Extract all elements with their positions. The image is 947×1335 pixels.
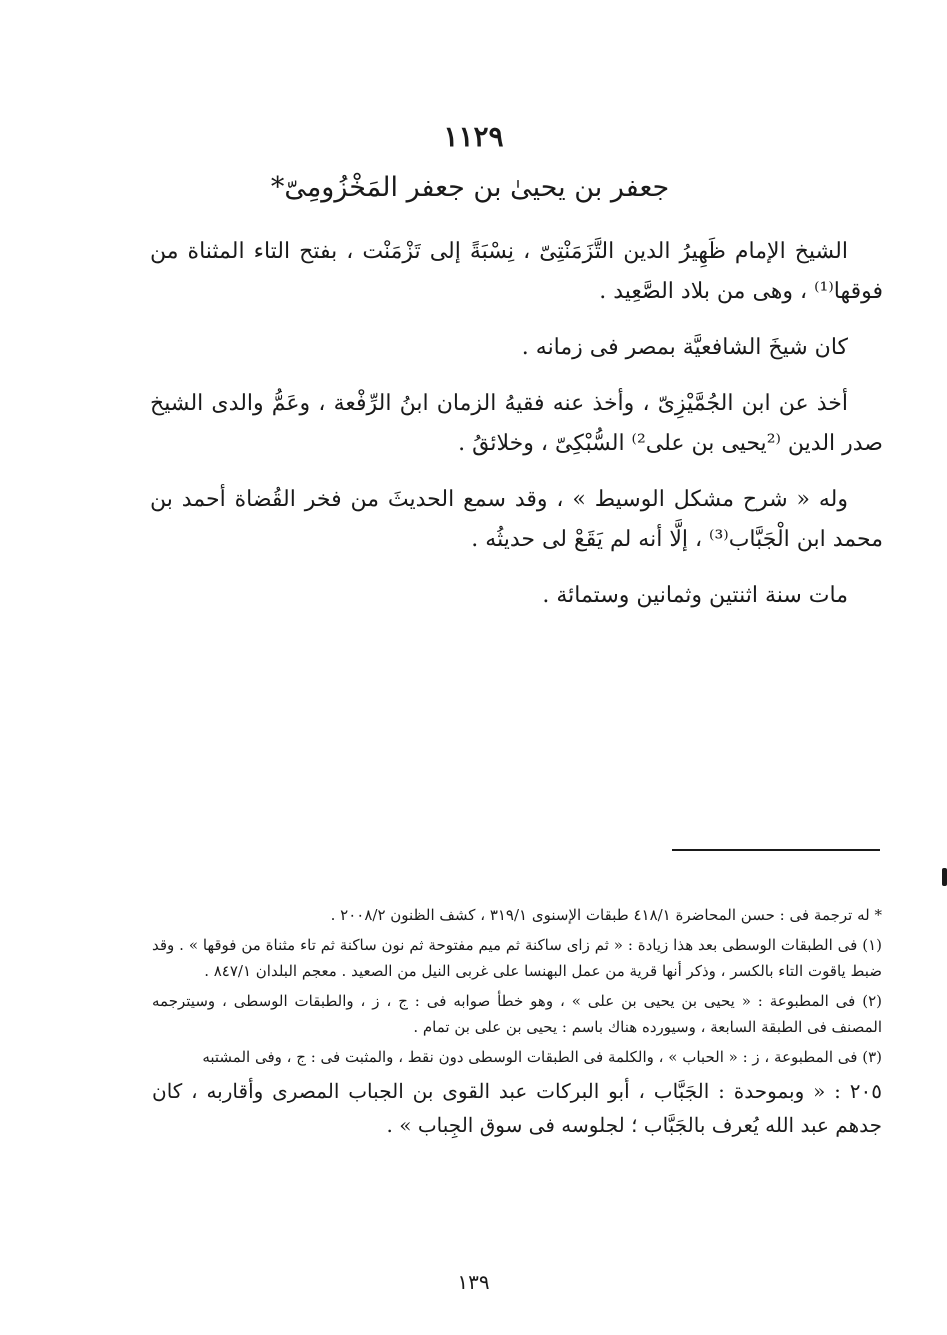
footnote-separator	[672, 849, 880, 851]
paragraph-death: مات سنة اثنتين وثمانين وستمائة .	[542, 583, 848, 608]
entry-title: جعفر بن يحيىٰ بن جعفر المَخْزُومِىّ*	[270, 172, 670, 203]
footnote-1: (١) فى الطبقات الوسطى بعد هذا زيادة : « ثم زاى ساكنة ثم ميم مفتوحة ثم نون ساكنة ثم تاء مثناة من فوقها » . وقد ضبط ياقوت التاء بالكسر ، وذكر أنها قرية من عمل البهنسا على غربى النيل من الصعيد . معجم البلدان ٨٤٧/١ .	[152, 936, 882, 980]
footnotes	[152, 902, 882, 1146]
footnote-3-quote: ٢٠٥ : « وبموحدة : الجَبَّاب ، أبو البركات عبد القوى بن الجباب المصرى وأقاربه ، كان جدهم عبد الله يُعرف بالجَبَّاب ؛ لجلوسه فى سوق الجِباب » .	[152, 1079, 882, 1137]
footnote-2: (٢) فى المطبوعة : « يحيى بن يحيى بن على » ، وهو خطأ صوابه فى : ج ، ز ، والطبقات الوسطى ، وسيترجمه المصنف فى الطبقة السابعة ، وسيورده هناك باسم : يحيى بن على بن تمام .	[152, 992, 882, 1036]
paragraph-works: وله « شرح مشكل الوسيط » ، وقد سمع الحديثَ من فخر القُضاة أحمد بن محمد ابن الْجَبَّاب⁽³⁾ ، إلَّا أنه لم يَقَعْ لى حديثُه .	[150, 487, 883, 552]
scan-edge-mark	[942, 868, 947, 886]
paragraph-teachers: أخذ عن ابن الجُمَّيْزِىّ ، وأخذ عنه فقيهُ الزمان ابنُ الرِّفْعة ، وعَمُّ والدى الشيخ صدر الدين ⁽²يحيى بن على²⁾ السُّبْكِىّ ، وخلائقُ .	[150, 391, 883, 456]
body-text	[150, 232, 883, 632]
paragraph-lineage: الشيخ الإمام ظَهِيرُ الدين التَّزَمَنْتِىّ ، نِسْبَةً إلى تَزْمَنْت ، بفتح التاء المثناة من فوقها⁽¹⁾ ، وهى من بلاد الصَّعِيد .	[150, 239, 883, 304]
footnote-3-start: (٣) فى المطبوعة ، ز : « الحباب » ، والكلمة فى الطبقات الوسطى دون نقط ، والمثبت فى : ج ، وفى المشتبه	[202, 1048, 882, 1066]
paragraph-shafii: كان شيخَ الشافعيَّة بمصر فى زمانه .	[521, 335, 848, 360]
page-number: ١٣٩	[457, 1270, 490, 1294]
footnote-star: * له ترجمة فى : حسن المحاضرة ٤١٨/١ طبقات الإسنوى ٣١٩/١ ، كشف الظنون ٢٠٠٨/٢ .	[330, 906, 882, 924]
entry-number: ١١٢٩	[443, 120, 504, 153]
